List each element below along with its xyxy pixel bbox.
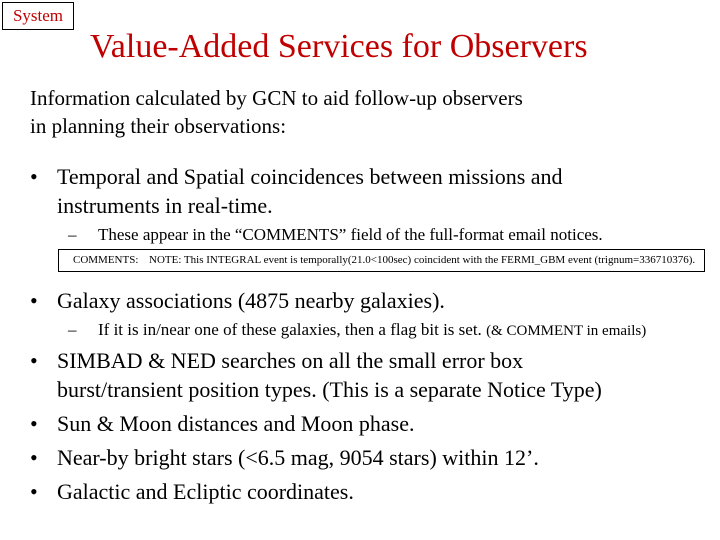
- dash-icon: –: [68, 320, 77, 339]
- bullet-simbad-ned-cont: burst/transient position types. (This is a separate Notice Type): [57, 377, 602, 402]
- bullet-text: SIMBAD & NED searches on all the small error box: [57, 348, 524, 373]
- sub-bullet-galaxy-flag: [68, 320, 646, 340]
- bullet-temporal-spatial-cont: instruments in real-time.: [57, 193, 273, 218]
- comment-text: NOTE: This INTEGRAL event is temporally(21.0<100sec) coincident with the FERMI_GBM event (trignum=336710376).: [149, 254, 696, 266]
- slide-title: Value-Added Services for Observers: [90, 28, 588, 65]
- bullet-icon: •: [30, 411, 38, 436]
- comment-label: COMMENTS:: [73, 254, 139, 266]
- sub-bullet-text: These appear in the “COMMENTS” field of the full-format email notices.: [98, 225, 603, 244]
- bullet-coordinates: [30, 479, 354, 505]
- intro-line-2: in planning their observations:: [30, 114, 287, 138]
- bullet-simbad-ned: [30, 348, 523, 374]
- bullet-text: Galaxy associations (4875 nearby galaxies).: [57, 288, 445, 313]
- bullet-icon: •: [30, 164, 38, 189]
- bullet-icon: •: [30, 348, 38, 373]
- bullet-temporal-spatial: [30, 164, 563, 190]
- sub-bullet-comments-field: [68, 225, 603, 245]
- bullet-text: Galactic and Ecliptic coordinates.: [57, 479, 354, 504]
- bullet-icon: •: [30, 288, 38, 313]
- bullet-sun-moon: [30, 411, 414, 437]
- bullet-bright-stars: [30, 445, 539, 471]
- dash-icon: –: [68, 225, 77, 244]
- bullet-text: Temporal and Spatial coincidences between missions and: [57, 164, 563, 189]
- bullet-icon: •: [30, 479, 38, 504]
- sub-bullet-note: (& COMMENT in emails): [486, 323, 647, 339]
- sub-bullet-text: If it is in/near one of these galaxies, then a flag bit is set.: [98, 320, 482, 339]
- bullet-text: Near-by bright stars (<6.5 mag, 9054 stars) within 12’.: [57, 445, 539, 470]
- bullet-text: Sun & Moon distances and Moon phase.: [57, 411, 415, 436]
- comment-example-box: [58, 249, 705, 272]
- intro-line-1: Information calculated by GCN to aid follow-up observers: [30, 86, 523, 110]
- system-tag: System: [2, 2, 74, 30]
- bullet-icon: •: [30, 445, 38, 470]
- bullet-galaxy-associations: [30, 288, 445, 314]
